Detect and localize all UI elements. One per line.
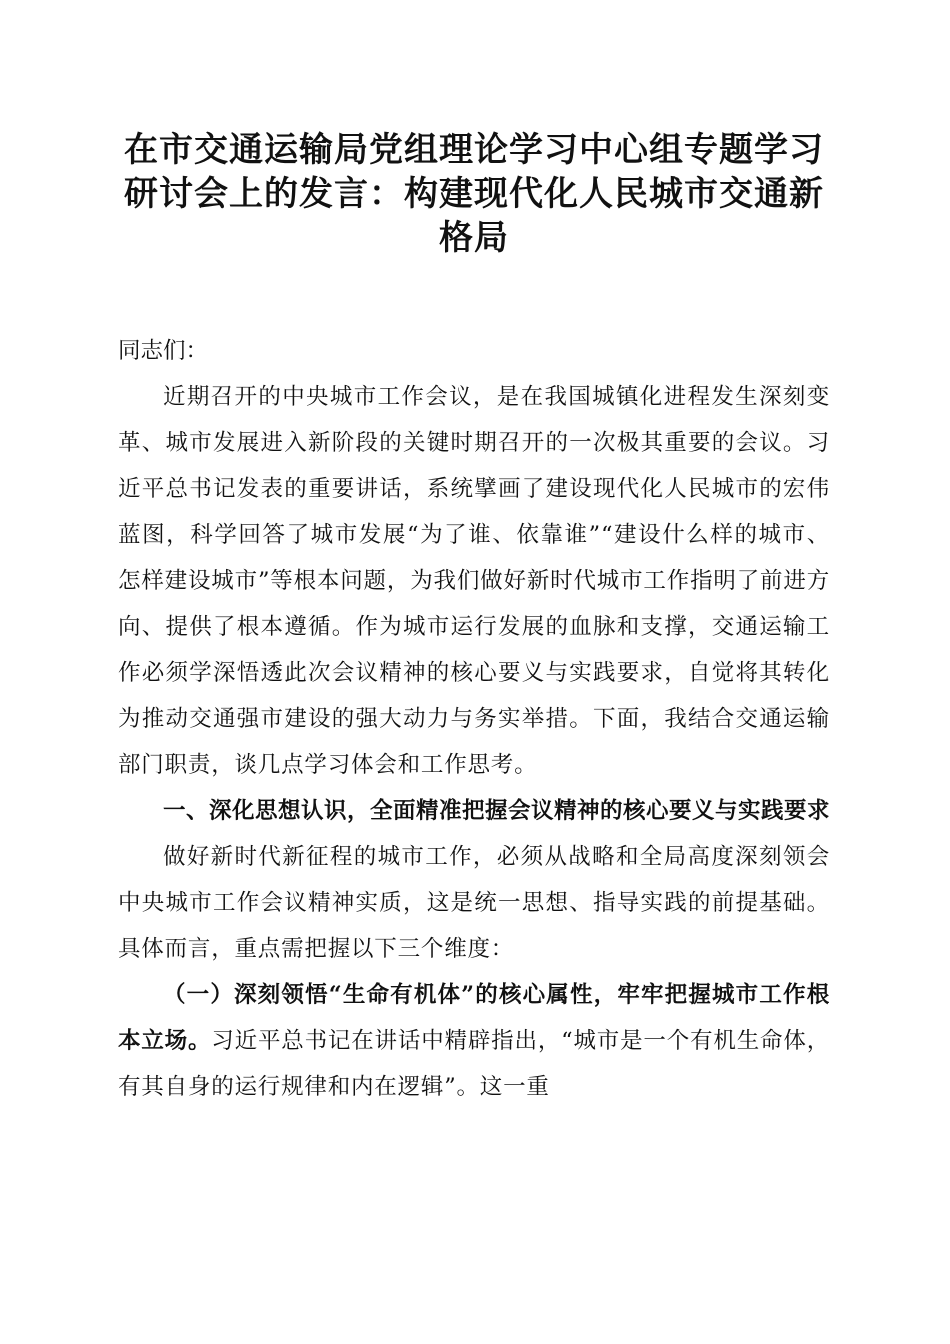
section-1-heading: 一、深化思想认识，全面精准把握会议精神的核心要义与实践要求: [163, 798, 831, 824]
subsection-1-lead: （一）深刻领悟“生命有机体”的核心属性，牢牢把握城市工作根本立场。: [118, 982, 830, 1054]
salutation: 同志们：: [118, 338, 209, 364]
document-page: [118, 128, 830, 1110]
subsection-1-paragraph: [118, 972, 830, 1110]
document-title: 在市交通运输局党组理论学习中心组专题学习研讨会上的发言：构建现代化人民城市交通新格局: [124, 130, 824, 258]
subsection-1-text: 习近平总书记在讲话中精辟指出，“城市是一个有机生命体，有其自身的运行规律和内在逻辑”。这一重: [118, 1028, 830, 1100]
section-1-paragraph: 做好新时代新征程的城市工作，必须从战略和全局高度深刻领会中央城市工作会议精神实质，这是统一思想、指导实践的前提基础。具体而言，重点需把握以下三个维度：: [118, 844, 830, 962]
intro-paragraph: 近期召开的中央城市工作会议，是在我国城镇化进程发生深刻变革、城市发展进入新阶段的关键时期召开的一次极其重要的会议。习近平总书记发表的重要讲话，系统擘画了建设现代化人民城市的宏伟蓝图，科学回答了城市发展“为了谁、依靠谁”“建设什么样的城市、怎样建设城市”等根本问题，为我们做好新时代城市工作指明了前进方向、提供了根本遵循。作为城市运行发展的血脉和支撑，交通运输工作必须学深悟透此次会议精神的核心要义与实践要求，自觉将其转化为推动交通强市建设的强大动力与务实举措。下面，我结合交通运输部门职责，谈几点学习体会和工作思考。: [118, 384, 830, 778]
